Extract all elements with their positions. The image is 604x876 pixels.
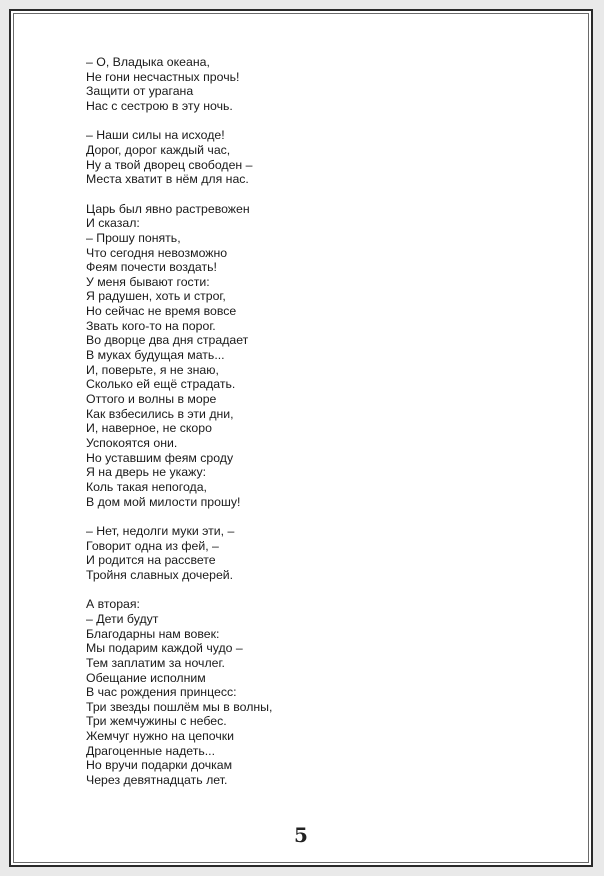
stanza	[86, 524, 272, 583]
poem-line: Я на дверь не укажу:	[86, 465, 207, 480]
poem-line: И родится на рассвете	[86, 553, 216, 568]
poem-line: Места хватит в нём для нас.	[86, 172, 249, 187]
book-page	[9, 9, 593, 867]
poem-line: Через девятнадцать лет.	[86, 773, 228, 788]
poem-line: Дорог, дорог каждый час,	[86, 142, 231, 157]
poem-line: Три жемчужины с небес.	[86, 714, 227, 729]
stanza	[86, 597, 272, 788]
poem-line: – Наши силы на исходе!	[86, 128, 225, 143]
poem-line: В дом мой милости прошу!	[86, 494, 241, 509]
poem-line: Но вручи подарки дочкам	[86, 758, 233, 773]
poem-line: Тройня славных дочерей.	[86, 567, 234, 582]
poem-line: И сказал:	[86, 216, 140, 231]
poem-line: Обещание исполним	[86, 670, 206, 685]
poem-line: Сколько ей ещё страдать.	[86, 377, 236, 392]
poem-line: – Прошу понять,	[86, 230, 181, 245]
poem-line: Мы подарим каждой чудо –	[86, 641, 243, 656]
poem-line: – Нет, недолги муки эти, –	[86, 523, 235, 538]
poem-line: Ну а твой дворец свободен –	[86, 157, 253, 172]
poem-line: В час рождения принцесс:	[86, 685, 237, 700]
stanza	[86, 55, 272, 114]
stanza	[86, 202, 272, 510]
poem-line: Феям почести воздать!	[86, 260, 217, 275]
poem-line: Защити от урагана	[86, 84, 194, 99]
poem-line: Я радушен, хоть и строг,	[86, 289, 226, 304]
poem-line: Как взбесились в эти дни,	[86, 406, 234, 421]
poem-line: Но сейчас не время вовсе	[86, 304, 237, 319]
poem-line: – Дети будут	[86, 611, 159, 626]
page-number: 5	[294, 823, 308, 847]
poem-text	[86, 55, 272, 802]
poem-line: Царь был явно растревожен	[86, 201, 250, 216]
poem-line: Говорит одна из фей, –	[86, 538, 219, 553]
poem-line: А вторая:	[86, 597, 140, 612]
poem-line: Драгоценные надеть...	[86, 743, 216, 758]
stanza	[86, 128, 272, 187]
poem-line: Жемчуг нужно на цепочки	[86, 729, 234, 744]
poem-line: В муках будущая мать...	[86, 348, 225, 363]
poem-line: Но уставшим феям сроду	[86, 450, 234, 465]
poem-line: Что сегодня невозможно	[86, 245, 228, 260]
poem-line: И, поверьте, я не знаю,	[86, 362, 219, 377]
poem-line: Не гони несчастных прочь!	[86, 69, 240, 84]
poem-line: Оттого и волны в море	[86, 392, 217, 407]
poem-line: Успокоятся они.	[86, 436, 178, 451]
poem-line: Благодарны нам вовек:	[86, 626, 220, 641]
poem-line: Тем заплатим за ночлег.	[86, 655, 225, 670]
poem-line: – О, Владыка океана,	[86, 55, 210, 69]
poem-line: Три звезды пошлём мы в волны,	[86, 699, 273, 714]
poem-line: Во дворце два дня страдает	[86, 333, 249, 348]
poem-line: Нас с сестрою в эту ночь.	[86, 98, 233, 113]
poem-line: У меня бывают гости:	[86, 274, 210, 289]
poem-line: Звать кого-то на порог.	[86, 318, 216, 333]
poem-line: Коль такая непогода,	[86, 480, 207, 494]
poem-line: И, наверное, не скоро	[86, 421, 212, 436]
